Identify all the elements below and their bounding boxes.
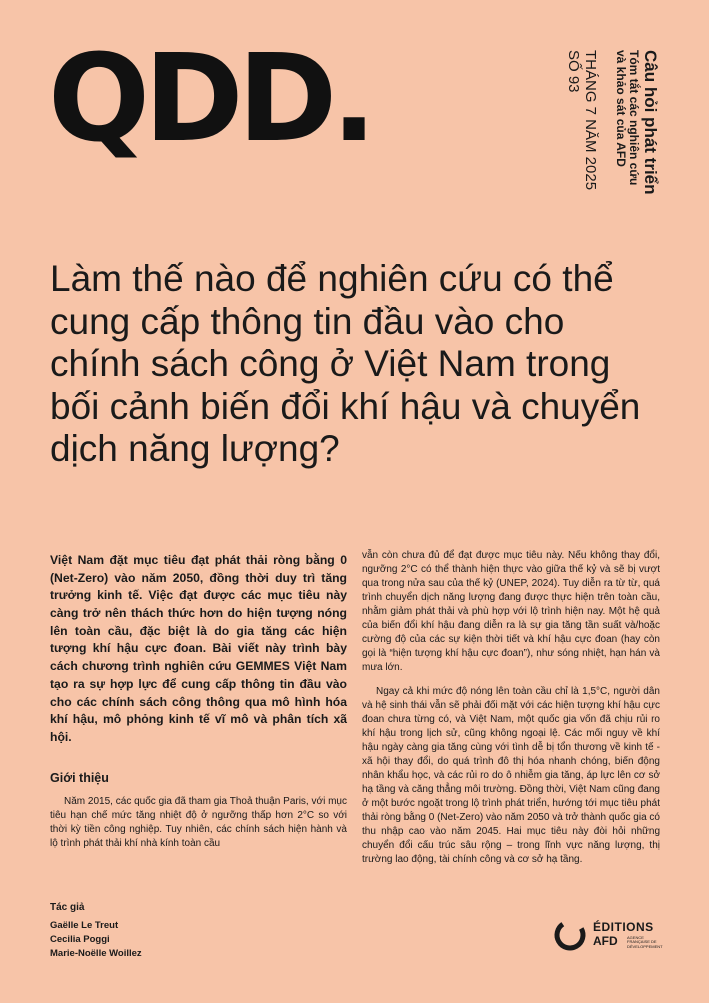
intro-heading: Giới thiệu	[50, 770, 109, 785]
qdd-logo: QDD.	[48, 30, 371, 169]
abstract: Việt Nam đặt mục tiêu đạt phát thải ròng bằng 0 (Net-Zero) vào năm 2050, đồng thời duy trì tăng trưởng kinh tế. Việc đạt được các mục tiêu này càng trở nên thách thức hơn do hiện tượng nóng lên toàn cầu, đặc biệt là do gia tăng các hiện tượng khí hậu cực đoan. Bài viết này trình bày cách chương trình nghiên cứu GEMMES Việt Nam tạo ra sự hợp lực để cung cấp thông tin đầu vào cho các chính sách công thông qua mô hình hóa khí hậu, mô phỏng kinh tế vĩ mô và phân tích xã hội.	[50, 553, 347, 744]
publisher-tagline: AGENCE FRANÇAISE DE DÉVELOPPEMENT	[627, 935, 663, 949]
publisher-line-1: ÉDITIONS	[593, 920, 654, 934]
series-subtitle-2: và khảo sát của AFD	[613, 50, 628, 167]
editions-afd-logo	[553, 918, 663, 954]
publisher-line-2: AFD	[593, 934, 618, 948]
intro-paragraph-3: Ngay cả khi mức độ nóng lên toàn cầu chỉ là 1,5°C, người dân và hệ sinh thái vẫn sẽ phải đối mặt với các hiện tượng khí hậu cực đoan chưa từng có, và Việt Nam, một quốc gia vốn đã chịu rủi ro khí hậu trong lịch sử, cũng không ngoại lệ. Các mối nguy về khí hậu ngày càng gia tăng cùng với tình dễ bị tổn thương về kinh tế - xã hội thay đổi, do quá trình đô thị hóa nhanh chóng, biến động nhân khẩu học, và các rủi ro do ô nhiễm gia tăng, áp lực lên cơ sở hạ tầng và căng thẳng môi trường. Đồng thời, Việt Nam cũng đang ở một bước ngoặt trong lộ trình phát triển, hướng tới mục tiêu phát thải ròng bằng 0 (Net-Zero) vào năm 2050 và trở thành quốc gia có thu nhập cao vào năm 2045. Hai mục tiêu này đòi hỏi những chuyển đổi cấu trúc sâu rộng – trong lĩnh vực năng lượng, thị trường lao động, tài chính công và cơ sở hạ tầng.	[362, 686, 660, 865]
right-column	[362, 549, 660, 877]
intro-paragraph-1: Năm 2015, các quốc gia đã tham gia Thoả thuận Paris, với mục tiêu hạn chế mức tăng nhiệt độ ở ngưỡng thấp hơn 2°C so với thời kỳ tiền công nghiệp. Tuy nhiên, các chính sách hiện hành và lộ trình phát thải khí nhà kính toàn cầu	[50, 795, 347, 849]
left-column	[50, 552, 347, 861]
issue-number: SỐ 93	[564, 50, 582, 93]
author-name: Marie-Noëlle Woillez	[50, 947, 142, 959]
authors-label: Tác giả	[50, 902, 85, 913]
intro-paragraph-2: vẫn còn chưa đủ để đạt được mục tiêu này. Nếu không thay đổi, ngưỡng 2°C có thể thành hiện thực vào giữa thế kỷ và sẽ bị vượt qua trong nửa sau của thế kỷ (UNEP, 2024). Tuy diễn ra từ từ, quá trình chuyển dịch năng lượng đang được thực hiện trên toàn cầu, nhằm giảm phát thải và phù hợp với lộ trình hiện nay. Một hệ quả của biến đổi khí hậu đang diễn ra là sự gia tăng tần suất và/hoặc cường độ của các sự kiện thời tiết và khí hậu cực đoan (hay còn gọi là “hiện tượng khí hậu cực đoan”), như sóng nhiệt, hạn hán và mưa lớn.	[362, 550, 660, 673]
author-name: Cecilia Poggi	[50, 933, 110, 945]
issue-date: THÁNG 7 NĂM 2025	[581, 50, 599, 191]
authors-block	[50, 902, 142, 960]
page-title: Làm thế nào để nghiên cứu có thể cung cấp thông tin đầu vào cho chính sách công ở Việt Nam trong bối cảnh biến đổi khí hậu và chuyển dịch năng lượng?	[50, 258, 641, 470]
series-subtitle-1: Tóm tắt các nghiên cứu	[627, 50, 642, 186]
series-sidebar	[520, 50, 660, 240]
series-title: Câu hỏi phát triển	[641, 50, 660, 195]
author-name: Gaëlle Le Treut	[50, 920, 119, 931]
afd-circle-icon	[553, 918, 587, 952]
